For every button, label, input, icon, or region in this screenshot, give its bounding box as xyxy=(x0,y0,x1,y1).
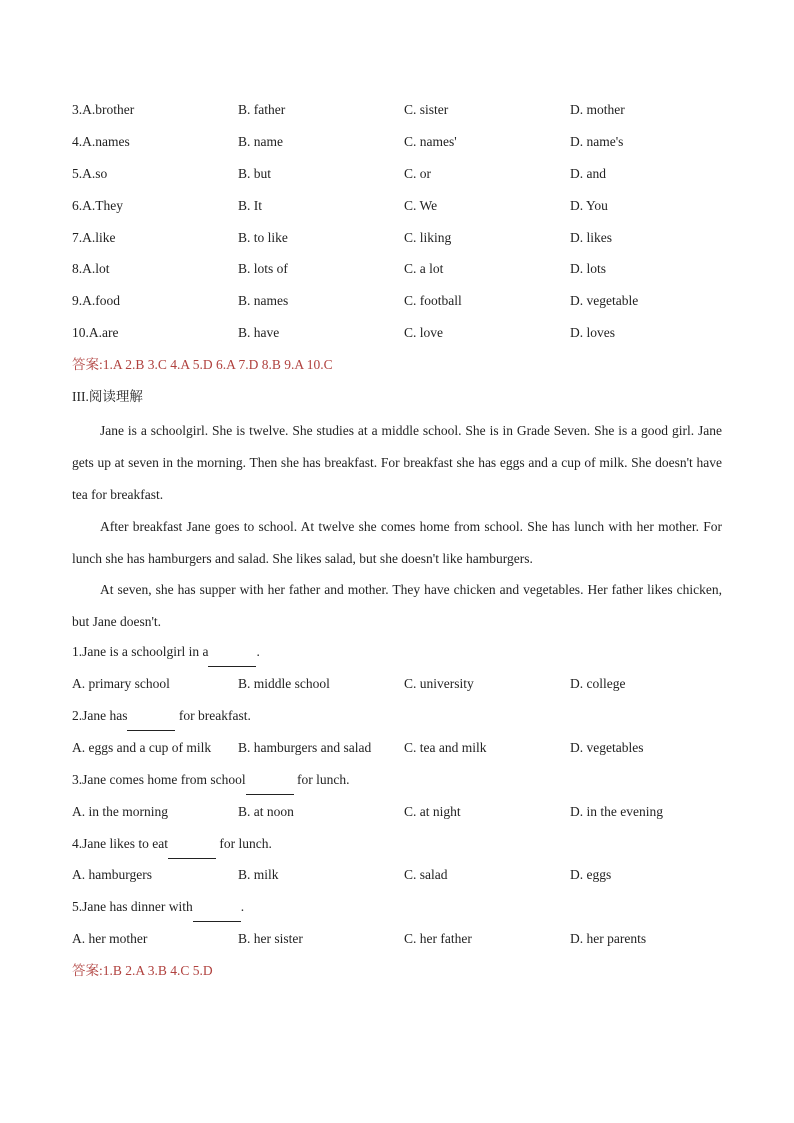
cloze-answer-key: 答案:1.A 2.B 3.C 4.A 5.D 6.A 7.D 8.B 9.A 10.C xyxy=(72,357,333,373)
option-b: B. lots of xyxy=(238,261,288,277)
option-b: B. middle school xyxy=(238,676,330,692)
option-c: C. tea and milk xyxy=(404,739,487,755)
option-row xyxy=(72,192,722,224)
option-d: D. her parents xyxy=(570,931,647,947)
option-d: D. vegetables xyxy=(570,739,644,755)
option-d: D. You xyxy=(570,197,608,213)
question-stem xyxy=(72,893,722,925)
stem-text: for lunch. xyxy=(215,835,272,851)
option-c: C. We xyxy=(404,197,438,213)
question-5 xyxy=(72,893,722,957)
option-c: C. sister xyxy=(404,102,449,117)
option-row xyxy=(72,128,722,160)
cloze-options xyxy=(72,96,722,351)
question-stem xyxy=(72,830,722,862)
option-c: C. or xyxy=(404,165,431,181)
option-c: C. salad xyxy=(404,867,448,883)
option-row xyxy=(72,798,722,830)
option-a: 10.A.are xyxy=(72,325,119,341)
stem-text: for lunch. xyxy=(293,771,350,787)
option-c: C. names' xyxy=(404,133,457,149)
option-row xyxy=(72,319,722,351)
option-a: A. primary school xyxy=(72,676,170,692)
document-page xyxy=(72,96,722,989)
option-d: D. eggs xyxy=(570,867,612,883)
option-row xyxy=(72,670,722,702)
stem-text: 4.Jane likes to eat xyxy=(72,835,168,851)
option-d: D. name's xyxy=(570,133,624,149)
option-b: B. to like xyxy=(238,229,288,245)
option-d: D. loves xyxy=(570,325,615,341)
option-d: D. in the evening xyxy=(570,803,663,819)
stem-text: . xyxy=(256,644,260,660)
question-2 xyxy=(72,702,722,766)
stem-text: 5.Jane has dinner with xyxy=(72,899,193,915)
option-a: A. in the morning xyxy=(72,803,168,819)
option-b: B. at noon xyxy=(238,803,294,819)
answer-blank xyxy=(246,766,294,795)
stem-text: . xyxy=(240,899,245,915)
passage-paragraph: After breakfast Jane goes to school. At twelve she comes home from school. She has lunch with her mother. For lunch she has hamburgers and salad. She likes salad, but she doesn't like hamburgers. xyxy=(72,518,722,566)
question-4 xyxy=(72,830,722,894)
option-a: A. hamburgers xyxy=(72,867,152,883)
option-c: C. football xyxy=(404,293,462,309)
question-1 xyxy=(72,638,722,702)
option-row xyxy=(72,160,722,192)
section-title: III.阅读理解 xyxy=(72,389,143,405)
option-b: B. names xyxy=(238,293,289,309)
option-row xyxy=(72,925,722,957)
passage-paragraph: Jane is a schoolgirl. She is twelve. She studies at a middle school. She is in Grade Seven. She is a good girl. Jane gets up at seven in the morning. Then she has breakfast. For breakfast she has eggs and a cup of milk. She doesn't have tea for breakfast. xyxy=(72,422,722,502)
option-row xyxy=(72,861,722,893)
option-a: A. eggs and a cup of milk xyxy=(72,739,212,755)
answer-blank xyxy=(168,830,216,859)
question-stem xyxy=(72,702,722,734)
option-row xyxy=(72,287,722,319)
option-a: 4.A.names xyxy=(72,133,130,149)
option-row xyxy=(72,255,722,287)
option-c: C. a lot xyxy=(404,261,444,277)
option-d: D. and xyxy=(570,165,606,181)
option-c: C. university xyxy=(404,676,474,692)
option-d: D. likes xyxy=(570,229,612,245)
option-c: C. at night xyxy=(404,803,461,819)
stem-text: for breakfast. xyxy=(175,708,251,724)
option-row xyxy=(72,96,722,128)
answer-blank xyxy=(127,702,175,731)
option-row xyxy=(72,224,722,256)
option-a: 8.A.lot xyxy=(72,261,110,277)
option-b: B. name xyxy=(238,133,283,149)
option-b: B. It xyxy=(238,197,263,213)
question-stem xyxy=(72,766,722,798)
option-c: C. liking xyxy=(404,229,452,245)
option-a: 3.A.brother xyxy=(72,102,135,117)
option-b: B. her sister xyxy=(238,931,303,947)
option-b: B. hamburgers and salad xyxy=(238,739,372,755)
option-c: C. her father xyxy=(404,931,472,947)
answer-blank xyxy=(193,893,241,922)
question-stem xyxy=(72,638,722,670)
stem-text: 1.Jane is a schoolgirl in a xyxy=(72,644,209,660)
option-a: 6.A.They xyxy=(72,197,123,213)
option-c: C. love xyxy=(404,325,443,341)
reading-passage xyxy=(72,415,722,638)
option-a: 9.A.food xyxy=(72,293,120,309)
reading-answer-key: 答案:1.B 2.A 3.B 4.C 5.D xyxy=(72,963,213,979)
answer-blank xyxy=(208,638,256,667)
option-d: D. vegetable xyxy=(570,293,639,309)
option-d: D. college xyxy=(570,676,626,692)
option-b: B. but xyxy=(238,165,272,181)
stem-text: 3.Jane comes home from school xyxy=(72,771,246,787)
option-d: D. mother xyxy=(570,102,625,117)
option-b: B. have xyxy=(238,325,280,341)
stem-text: 2.Jane has xyxy=(72,708,128,724)
question-3 xyxy=(72,766,722,830)
option-a: 7.A.like xyxy=(72,229,116,245)
option-b: B. milk xyxy=(238,867,279,883)
option-row xyxy=(72,734,722,766)
option-d: D. lots xyxy=(570,261,607,277)
option-a: 5.A.so xyxy=(72,165,108,181)
option-b: B. father xyxy=(238,102,286,117)
passage-paragraph: At seven, she has supper with her father and mother. They have chicken and vegetables. Her father likes chicken, but Jane doesn't. xyxy=(72,582,722,630)
option-a: A. her mother xyxy=(72,931,148,947)
